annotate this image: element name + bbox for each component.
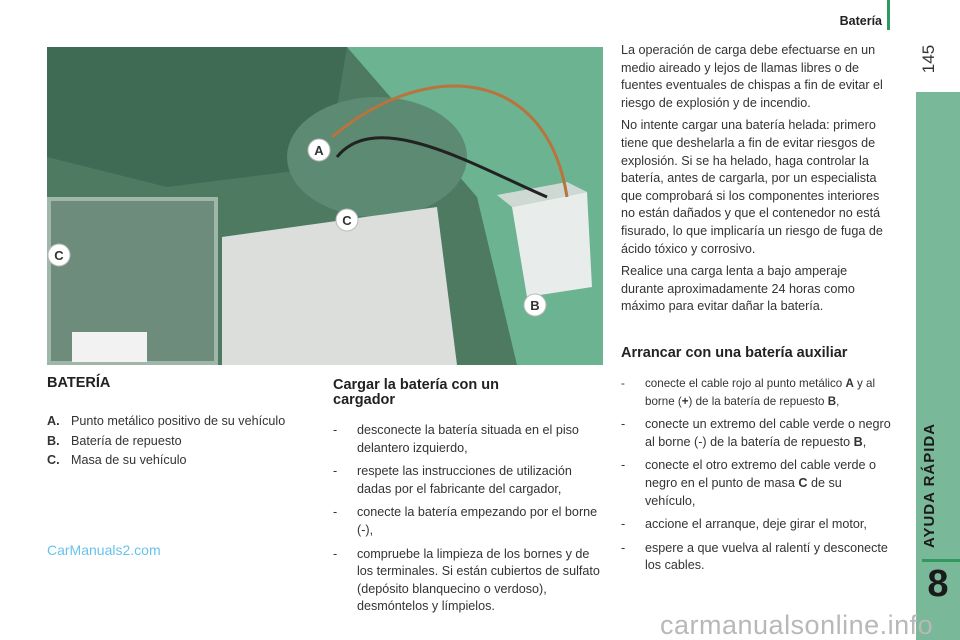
note-paragraph: No intente cargar una batería helada: primero tiene que deshelarla a fin de evitar riesgos de explosión. Si se ha helado, haga controlar la batería, antes de cargarla, por un especialista que comprobará si los componentes interiores no están dañados y que el contenedor no está fisurado, lo que implicaría un riesgo de fuga de ácido tóxico y corrosivo. — [621, 118, 883, 256]
chapter-label: AYUDA RÁPIDA — [921, 422, 938, 548]
step-text: desconecte la batería situada en el piso delantero izquierdo, — [357, 423, 579, 455]
chapter-number: 8 — [927, 563, 949, 605]
watermark-overlay: CarManuals2.com — [47, 542, 161, 558]
jumpstart-title: Arrancar con una batería auxiliar — [621, 345, 848, 361]
battery-jumpstart-illustration — [47, 47, 603, 365]
callout-A: A — [314, 143, 324, 158]
notes-section — [621, 42, 891, 321]
jumpstart-step: - conecte el otro extremo del cable verde o negro en el punto de masa C de su vehículo, — [621, 458, 877, 508]
callout-C-inset: C — [54, 248, 64, 263]
jumpstart-step: - conecte el cable rojo al punto metálico A y al borne (+) de la batería de repuesto B, — [621, 377, 876, 408]
charger-step: - conecte la batería empezando por el borne (-), — [333, 504, 605, 539]
legend-text: Masa de su vehículo — [71, 453, 187, 468]
watermark-footer: carmanualsonline.info — [660, 610, 934, 640]
charger-step: - respete las instrucciones de utilización dadas por el fabricante del cargador, — [333, 463, 605, 498]
charger-section — [333, 378, 605, 622]
legend-key: A. — [47, 414, 60, 428]
legend-section — [47, 376, 317, 472]
jumpstart-section — [621, 346, 893, 581]
note-paragraph: Realice una carga lenta a bajo amperaje durante aproximadamente 24 horas como máximo para evitar dañar la batería. — [621, 264, 855, 314]
legend-title: BATERÍA — [47, 375, 111, 391]
step-text: compruebe la limpieza de los bornes y de los terminales. Si están cubiertos de sulfato (depósito blanquecino o verdoso), desmóntelos y límpielos. — [357, 546, 600, 614]
charger-step: - compruebe la limpieza de los bornes y de los terminales. Si están cubiertos de sulfato (depósito blanquecino o verdoso), desmóntelos y límpielos. — [333, 546, 605, 616]
callout-B: B — [530, 298, 540, 313]
page-number: 145 — [919, 44, 938, 74]
step-text: conecte la batería empezando por el borne (-), — [357, 505, 598, 537]
callout-C: C — [342, 213, 352, 228]
legend-text: Batería de repuesto — [71, 433, 182, 448]
jumpstart-step: - espere a que vuelva al ralentí y desconecte los cables. — [621, 540, 888, 573]
header-divider — [887, 0, 890, 30]
jumpstart-step: - conecte un extremo del cable verde o negro al borne (-) de la batería de repuesto B, — [621, 417, 891, 449]
legend-key: B. — [47, 433, 60, 448]
step-text: respete las instrucciones de utilización dadas por el fabricante del cargador, — [357, 464, 572, 496]
charger-step: - desconecte la batería situada en el piso delantero izquierdo, — [333, 422, 605, 457]
legend-item — [47, 452, 317, 470]
legend-item — [47, 413, 317, 431]
note-paragraph: La operación de carga debe efectuarse en un medio aireado y lejos de llamas libres o de fuentes eventuales de chispas a fin de evitar el riesgo de explosión y de incendio. — [621, 43, 883, 110]
jumpstart-step: - accione el arranque, deje girar el motor, — [621, 517, 867, 532]
section-title: Batería — [839, 14, 882, 28]
legend-key: C. — [47, 453, 60, 468]
charger-title: Cargar la batería con un cargador — [333, 377, 499, 408]
legend-text: Punto metálico positivo de su vehículo — [71, 414, 286, 428]
legend-item — [47, 433, 317, 451]
